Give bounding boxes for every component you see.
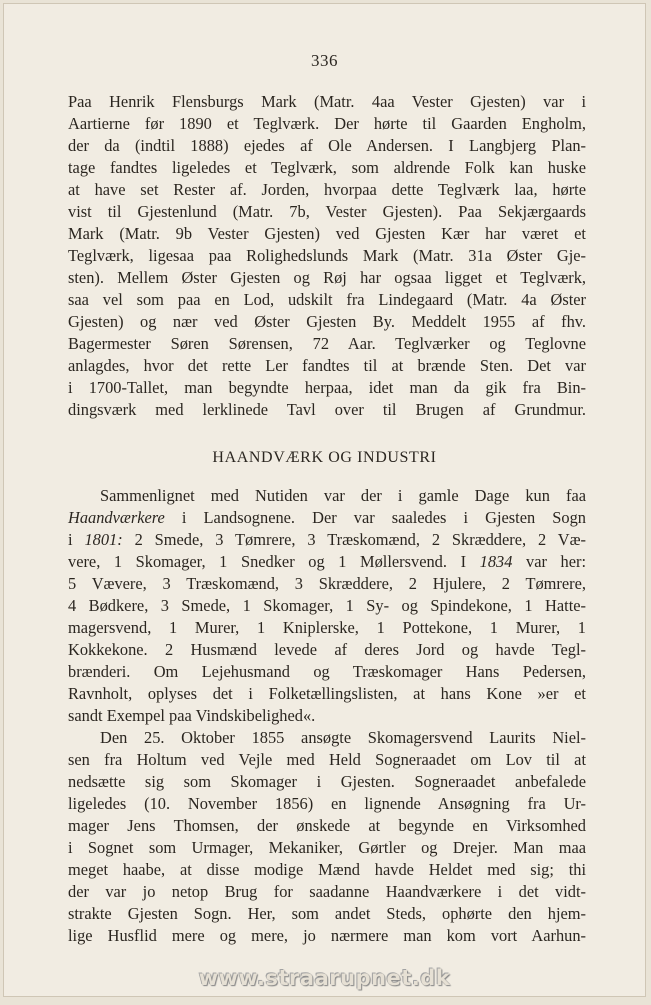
text-line: brænderi. Om Lejehusmand og Træskomager Hans Pedersen, <box>68 662 586 681</box>
text-line: mager Jens Thomsen, der ønskede at begynde en Virksomhed <box>68 816 586 835</box>
text-line: Den 25. Oktober 1855 ansøgte Skomagersvend Laurits Niel- <box>100 728 586 747</box>
text-segment: 2 Smede, 3 Tømrere, 3 Træskomænd, 2 Skræddere, 2 Væ- <box>122 530 586 549</box>
text-line: tage fandtes ligeledes et Teglværk, som aldrende Folk kan huske <box>68 158 586 177</box>
text-line: lige Husflid mere og mere, jo nærmere man kom vort Aarhun- <box>68 926 586 945</box>
text-line <box>68 551 586 573</box>
text-line: Bagermester Søren Sørensen, 72 Aar. Teglværker og Teglovne <box>68 334 586 353</box>
text-line: meget haabe, at disse modige Mænd havde Heldet med sig; thi <box>68 860 586 879</box>
paragraph-skomagersvend <box>68 727 586 947</box>
text-line: ligeledes (10. November 1856) en lignende Ansøgning fra Ur- <box>68 794 586 813</box>
text-line <box>68 507 586 529</box>
text-line: der da (indtil 1888) ejedes af Ole Andersen. I Langbjerg Plan- <box>68 136 586 155</box>
text-line: vist til Gjestenlund (Matr. 7b, Vester Gjesten). Paa Sekjærgaards <box>68 202 586 221</box>
italic-term: Haandværkere <box>68 508 165 527</box>
text-line: strakte Gjesten Sogn. Her, som andet Steds, ophørte den hjem- <box>68 904 586 923</box>
text-line: der var jo netop Brug for saadanne Haandværkere i det vidt- <box>68 882 586 901</box>
text-line: anlagdes, hvor det rette Ler fandtes til at brænde Sten. Det var <box>68 356 586 375</box>
text-line: 4 Bødkere, 3 Smede, 1 Skomager, 1 Sy- og Spindekone, 1 Hatte- <box>68 596 586 615</box>
text-line: Aartierne før 1890 et Teglværk. Der hørte til Gaarden Engholm, <box>68 114 586 133</box>
text-line: sandt Exempel paa Vindskibelighed«. <box>68 706 316 725</box>
text-line: Sammenlignet med Nutiden var der i gamle Dage kun faa <box>100 486 586 505</box>
paragraph-haandvaerkere <box>68 485 586 727</box>
text-line <box>68 529 586 551</box>
intro-paragraph <box>68 91 586 421</box>
text-line: Paa Henrik Flensburgs Mark (Matr. 4aa Vester Gjesten) var i <box>68 92 586 111</box>
text-line: saa vel som paa en Lod, udskilt fra Lindegaard (Matr. 4a Øster <box>68 290 586 309</box>
book-page <box>3 3 646 997</box>
italic-year: 1801: <box>84 530 123 549</box>
text-segment: vere, 1 Skomager, 1 Snedker og 1 Møllersvend. I <box>68 552 480 571</box>
text-line: Teglværk, ligesaa paa Rolighedslunds Mark (Matr. 31a Øster Gje- <box>68 246 586 265</box>
text-line: sen fra Holtum ved Vejle med Held Sogneraadet om Lov til at <box>68 750 586 769</box>
text-line: at have set Rester af. Jorden, hvorpaa dette Teglværk laa, hørte <box>68 180 586 199</box>
italic-year: 1834 <box>479 552 513 571</box>
section-body <box>68 485 586 947</box>
text-line: sten). Mellem Øster Gjesten og Røj har ogsaa ligget et Teglværk, <box>68 268 586 287</box>
text-segment: var her: <box>512 552 587 571</box>
text-line: Ravnholt, oplyses det i Folketællingslisten, at hans Kone »er et <box>68 684 586 703</box>
section-heading: HAANDVÆRK OG INDUSTRI <box>212 449 437 466</box>
text-line: i 1700-Tallet, man begyndte herpaa, idet man da gik fra Bin- <box>68 378 586 397</box>
text-line: 5 Vævere, 3 Træskomænd, 3 Skræddere, 2 Hjulere, 2 Tømrere, <box>68 574 586 593</box>
text-line: i Sognet som Urmager, Mekaniker, Gørtler og Drejer. Man maa <box>68 838 586 857</box>
text-line: magersvend, 1 Murer, 1 Kniplerske, 1 Pottekone, 1 Murer, 1 <box>68 618 586 637</box>
text-segment: i <box>68 530 85 549</box>
text-line: dingsværk med lerklinede Tavl over til Brugen af Grundmur. <box>68 400 586 419</box>
text-line: Kokkekone. 2 Husmænd levede af deres Jord og havde Tegl- <box>68 640 586 659</box>
text-line: Mark (Matr. 9b Vester Gjesten) ved Gjesten Kær har været et <box>68 224 586 243</box>
page-number: 336 <box>311 51 338 70</box>
text-segment: i Landsognene. Der var saaledes i Gjesten Sogn <box>164 508 586 527</box>
text-line: Gjesten) og nær ved Øster Gjesten By. Meddelt 1955 af fhv. <box>68 312 586 331</box>
site-watermark: www.straarupnet.dk <box>198 966 451 990</box>
text-line: nedsætte sig som Skomager i Gjesten. Sogneraadet anbefalede <box>68 772 586 791</box>
